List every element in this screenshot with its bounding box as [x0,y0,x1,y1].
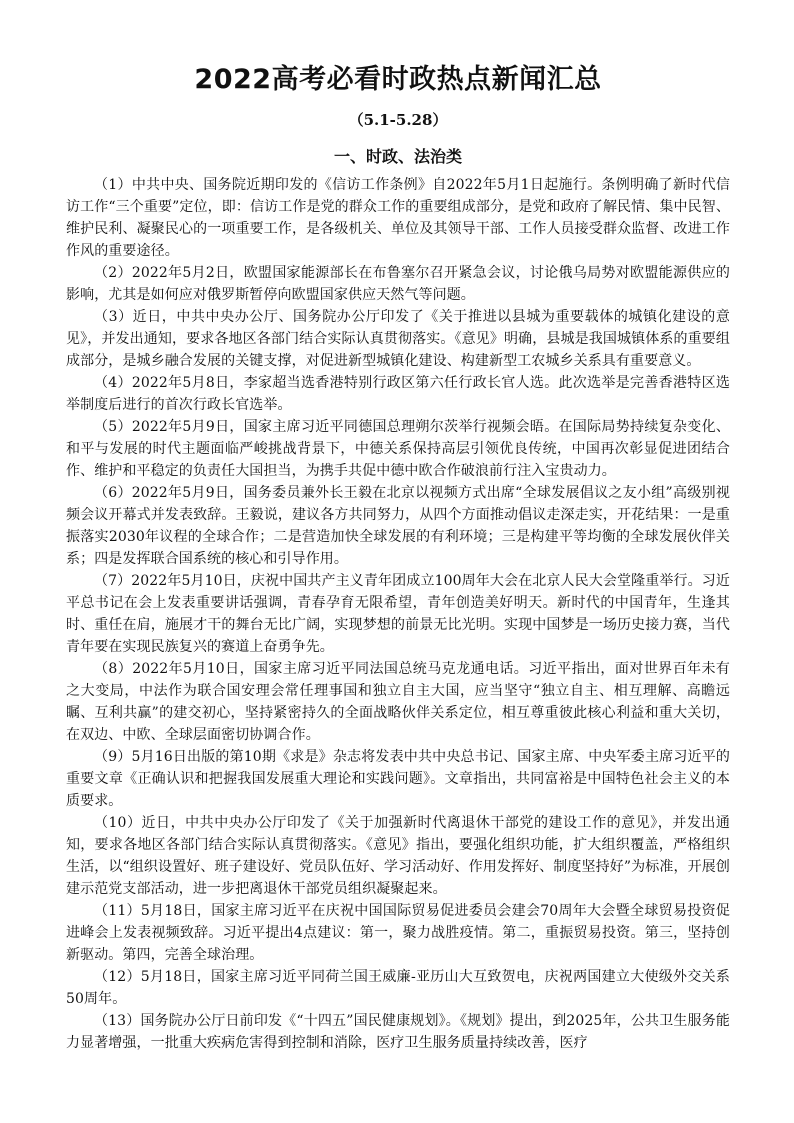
date-range-subtitle: （5.1-5.28） [348,111,448,129]
news-item-7: （7）2022年5月10日，庆祝中国共产主义青年团成立100周年大会在北京人民大会堂隆重举行。习近平总书记在会上发表重要讲话强调，青春孕育无限希望，青年创造美好明天。新时代的中国青年，生逢其时、重任在肩，施展才干的舞台无比广阔，实现梦想的前景无比光明。实现中国梦是一场历史接力赛，当代青年要在实现民族复兴的赛道上奋勇争先。 [66,573,730,655]
news-item-6: （6）2022年5月9日，国务委员兼外长王毅在北京以视频方式出席“全球发展倡议之友小组”高级别视频会议开幕式并发表致辞。王毅说，建议各方共同努力，从四个方面推动倡议走深走实，开花结果：一是重振落实2030年议程的全球合作；二是营造加快全球发展的有利环境；三是构建平等均衡的全球发展伙伴关系；四是发挥联合国系统的核心和引导作用。 [66,485,730,567]
news-item-12: （12）5月18日，国家主席习近平同荷兰国王威廉-亚历山大互致贺电，庆祝两国建立大使级外交关系50周年。 [66,969,730,1007]
news-item-1: （1）中共中央、国务院近期印发的《信访工作条例》自2022年5月1日起施行。条例明确了新时代信访工作“三个重要”定位，即：信访工作是党的群众工作的重要组成部分，是党和政府了解民情、集中民智、维护民利、凝聚民心的一项重要工作，是各级机关、单位及其领导干部、工作人员接受群众监督、改进工作作风的重要途径。 [66,177,730,259]
news-item-4: （4）2022年5月8日，李家超当选香港特别行政区第六任行政长官人选。此次选举是完善香港特区选举制度后进行的首次行政长官选举。 [66,375,730,413]
news-item-9: （9）5月16日出版的第10期《求是》杂志将发表中共中央总书记、国家主席、中央军委主席习近平的重要文章《正确认识和把握我国发展重大理论和实践问题》。文章指出，共同富裕是中国特色社会主义的本质要求。 [66,749,730,809]
news-list [66,174,730,1054]
news-item-13: （13）国务院办公厅日前印发《“十四五”国民健康规划》。《规划》提出，到2025年，公共卫生服务能力显著增强，一批重大疾病危害得到控制和消除，医疗卫生服务质量持续改善，医疗 [66,1013,730,1051]
news-item-3: （3）近日，中共中央办公厅、国务院办公厅印发了《关于推进以县城为重要载体的城镇化建设的意见》，并发出通知，要求各地区各部门结合实际认真贯彻落实。《意见》明确，县城是我国城镇体系的重要组成部分，是城乡融合发展的关键支撑，对促进新型城镇化建设、构建新型工农城乡关系具有重要意义。 [66,309,730,369]
news-item-2: （2）2022年5月2日，欧盟国家能源部长在布鲁塞尔召开紧急会议，讨论俄乌局势对欧盟能源供应的影响，尤其是如何应对俄罗斯暂停向欧盟国家供应天然气等问题。 [66,265,730,303]
news-item-10: （10）近日，中共中央办公厅印发了《关于加强新时代离退休干部党的建设工作的意见》，并发出通知，要求各地区各部门结合实际认真贯彻落实。《意见》指出，要强化组织功能，扩大组织覆盖，严格组织生活，以“组织设置好、班子建设好、党员队伍好、学习活动好、作用发挥好、制度坚持好”为标准，开展创建示范党支部活动，进一步把离退休干部党员组织凝聚起来。 [66,815,730,897]
section-heading: 一、时政、法治类 [333,147,462,166]
news-item-5: （5）2022年5月9日，国家主席习近平同德国总理朔尔茨举行视频会晤。在国际局势持续复杂变化、和平与发展的时代主题面临严峻挑战背景下，中德关系保持高层引领优良传统，中国再次彰显促进团结合作、维护和平稳定的负责任大国担当，为携手共促中德中欧合作破浪前行注入宝贵动力。 [66,419,730,479]
news-item-11: （11）5月18日，国家主席习近平在庆祝中国国际贸易促进委员会建会70周年大会暨全球贸易投资促进峰会上发表视频致辞。习近平提出4点建议：第一，聚力战胜疫情。第二，重振贸易投资。第三，坚持创新驱动。第四，完善全球治理。 [66,903,730,963]
news-item-8: （8）2022年5月10日，国家主席习近平同法国总统马克龙通电话。习近平指出，面对世界百年未有之大变局，中法作为联合国安理会常任理事国和独立自主大国，应当坚守“独立自主、相互理解、高瞻远瞩、互利共赢”的建交初心，坚持紧密持久的全面战略伙伴关系定位，相互尊重彼此核心利益和重大关切，在双边、中欧、全球层面密切协调合作。 [66,661,730,743]
document-title: 2022高考必看时政热点新闻汇总 [194,64,602,95]
